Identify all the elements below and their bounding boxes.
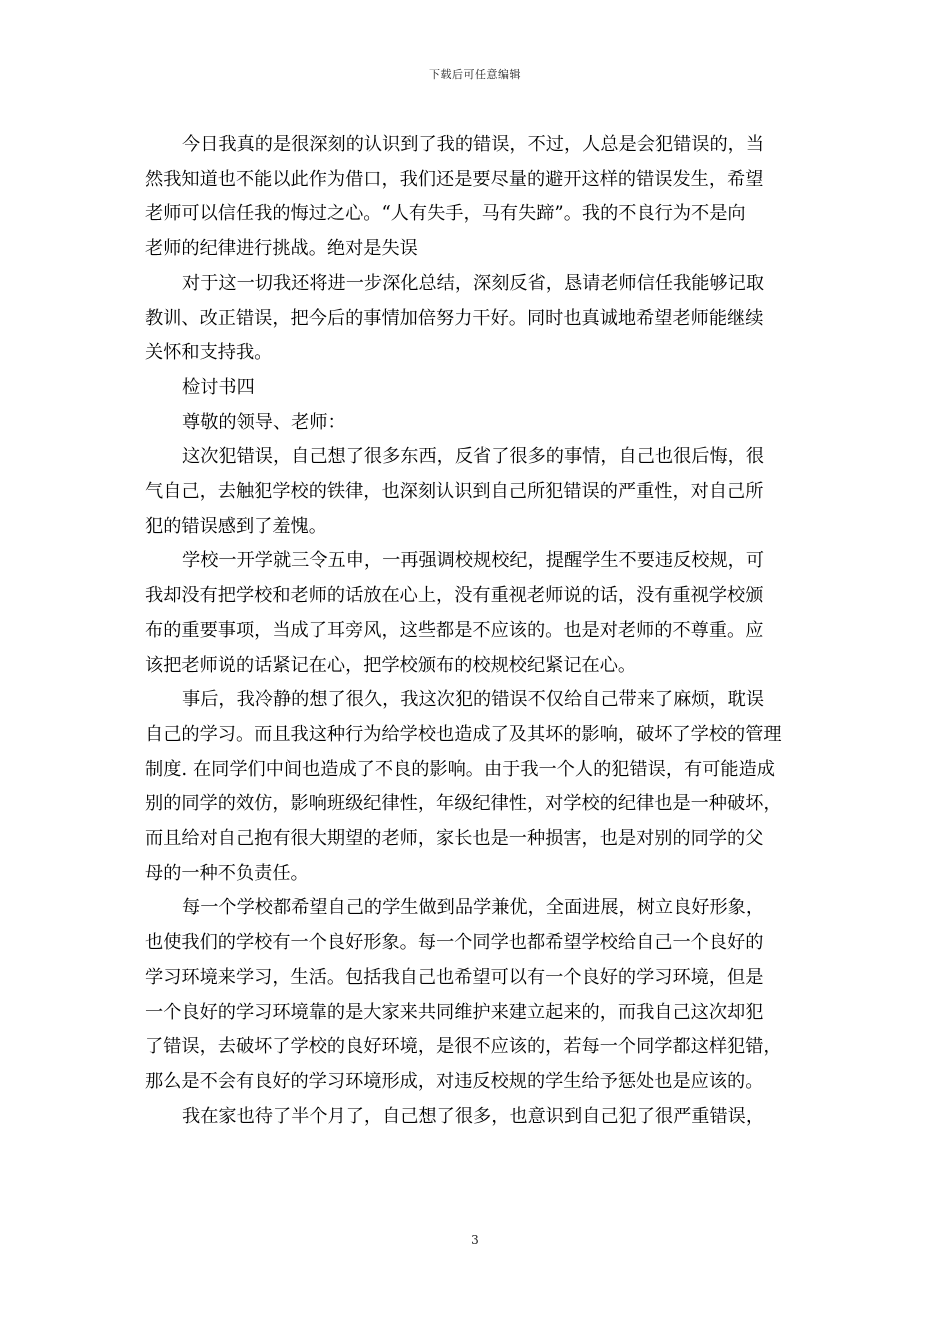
text-line: 老师可以信任我的悔过之心。“人有失手，马有失蹄”。我的不良行为不是向 [145,203,746,225]
text-line: 犯的错误感到了羞愧。 [145,515,327,537]
page-number: 3 [471,1233,479,1247]
text-line: 我却没有把学校和老师的话放在心上，没有重视老师说的话，没有重视学校颁 [145,585,764,607]
paragraph [145,683,815,891]
paragraph [145,1100,815,1135]
text-line: 一个良好的学习环境靠的是大家来共同维护来建立起来的，而我自己这次却犯 [145,1001,764,1023]
text-line: 这次犯错误，自己想了很多东西，反省了很多的事情，自己也很后悔，很 [182,446,765,468]
text-line: 对于这一切我还将进一步深化总结，深刻反省，恳请老师信任我能够记取 [182,272,765,294]
paragraph [145,544,815,683]
paragraph [145,440,815,544]
text-line: 制度. 在同学们中间也造成了不良的影响。由于我一个人的犯错误，有可能造成 [145,758,775,780]
text-line: 那么是不会有良好的学习环境形成，对违反校规的学生给予惩处也是应该的。 [145,1070,764,1092]
text-line: 然我知道也不能以此作为借口，我们还是要尽量的避开这样的错误发生，希望 [145,168,764,190]
text-line: 每一个学校都希望自己的学生做到品学兼优，全面进展，树立良好形象， [182,897,765,919]
text-line: 我在家也待了半个月了，自己想了很多，也意识到自己犯了很严重错误， [182,1105,765,1127]
text-line: 别的同学的效仿，影响班级纪律性，年级纪律性，对学校的纪律也是一种破坏， [145,793,782,815]
text-line: 而且给对自己抱有很大期望的老师，家长也是一种损害，也是对别的同学的父 [145,828,764,850]
text-line: 了错误，去破坏了学校的良好环境，是很不应该的，若每一个同学都这样犯错， [145,1036,782,1058]
text-line: 自己的学习。而且我这种行为给学校也造成了及其坏的影响，破坏了学校的管理 [145,723,782,745]
paragraph [145,891,815,1099]
text-line: 尊敬的领导、老师： [182,411,346,433]
paragraph [145,371,815,406]
page-header: 下载后可任意编辑 [429,68,521,81]
text-line: 该把老师说的话紧记在心，把学校颁布的校规校纪紧记在心。 [145,654,637,676]
text-line: 学校一开学就三令五申，一再强调校规校纪，提醒学生不要违反校规，可 [182,550,765,572]
text-line: 老师的纪律进行挑战。绝对是失误 [145,238,418,260]
text-line: 气自己，去触犯学校的铁律，也深刻认识到自己所犯错误的严重性，对自己所 [145,481,764,503]
text-line: 今日我真的是很深刻的认识到了我的错误，不过，人总是会犯错误的，当 [182,134,765,155]
paragraph [145,267,815,371]
text-line: 母的一种不负责任。 [145,862,309,884]
text-line: 学习环境来学习，生活。包括我自己也希望可以有一个良好的学习环境，但是 [145,966,764,988]
paragraph [145,406,815,441]
text-line: 也使我们的学校有一个良好形象。每一个同学也都希望学校给自己一个良好的 [145,932,764,954]
paragraph [145,128,815,267]
text-line: 事后，我冷静的想了很久，我这次犯的错误不仅给自己带来了麻烦，耽误 [182,689,765,711]
document-body [145,128,815,1134]
text-line: 关怀和支持我。 [145,342,273,364]
text-line: 教训、改正错误，把今后的事情加倍努力干好。同时也真诚地希望老师能继续 [145,307,764,329]
text-line: 布的重要事项，当成了耳旁风，这些都是不应该的。也是对老师的不尊重。应 [145,619,764,641]
text-line: 检讨书四 [182,376,255,398]
